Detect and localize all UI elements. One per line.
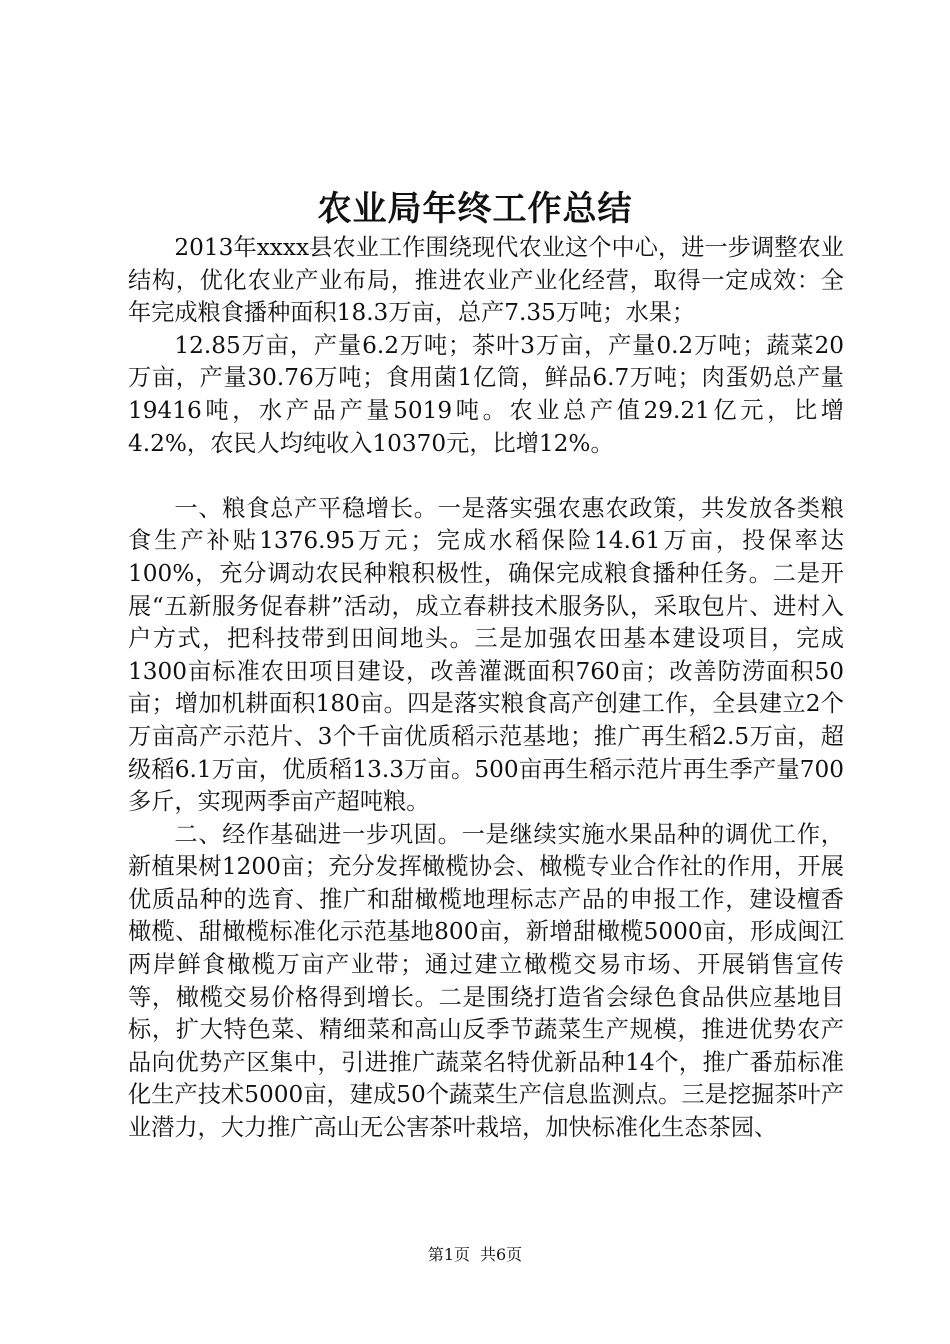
paragraph-statistics: 12.85万亩，产量6.2万吨；茶叶3万亩，产量0.2万吨；蔬菜20万亩，产量30.76万吨；食用菌1亿筒，鲜品6.7万吨；肉蛋奶总产量19416吨，水产品产量5019吨。农业总产值29.21亿元，比增4.2%，农民人均纯收入10370元，比增12%。: [128, 331, 844, 457]
page-number: 第1页: [427, 1245, 470, 1264]
page-total: 共6页: [480, 1245, 523, 1264]
paragraph-spacer: [128, 460, 844, 493]
document-body: [128, 232, 844, 1145]
paragraph-cash-crops-section: 二、经作基础进一步巩固。一是继续实施水果品种的调优工作，新植果树1200亩；充分发挥橄榄协会、橄榄专业合作社的作用，开展优质品种的选育、推广和甜橄榄地理标志产品的申报工作，建设檀香橄榄、甜橄榄标准化示范基地800亩，新增甜橄榄5000亩，形成闽江两岸鲜食橄榄万亩产业带；通过建立橄榄交易市场、开展销售宣传等，橄榄交易价格得到增长。二是围绕打造省会绿色食品供应基地目标，扩大特色菜、精细菜和高山反季节蔬菜生产规模，推进优势农产品向优势产区集中，引进推广蔬菜名特优新品种14个，推广番茄标准化生产技术5000亩，建成50个蔬菜生产信息监测点。三是挖掘茶叶产业潜力，大力推广高山无公害茶叶栽培，加快标准化生态茶园、: [128, 820, 844, 1142]
paragraph-intro: 2013年xxxx县农业工作围绕现代农业这个中心，进一步调整农业结构，优化农业产业布局，推进农业产业化经营，取得一定成效：全年完成粮食播种面积18.3万亩，总产7.35万吨；水果；: [128, 234, 844, 327]
page-footer: [0, 1244, 950, 1266]
paragraph-grain-section: 一、粮食总产平稳增长。一是落实强农惠农政策，共发放各类粮食生产补贴1376.95万元；完成水稻保险14.61万亩，投保率达100%，充分调动农民种粮积极性，确保完成粮食播种任务。二是开展“五新服务促春耕”活动，成立春耕技术服务队，采取包片、进村入户方式，把科技带到田间地头。三是加强农田基本建设项目，完成1300亩标准农田项目建设，改善灌溉面积760亩；改善防涝面积50亩；增加机耕面积180亩。四是落实粮食高产创建工作，全县建立2个万亩高产示范片、3个千亩优质稻示范基地；推广再生稻2.5万亩，超级稻6.1万亩，优质稻13.3万亩。500亩再生稻示范片再生季产量700多斤，实现两季亩产超吨粮。: [128, 494, 844, 816]
page-title: 农业局年终工作总结: [317, 189, 633, 229]
